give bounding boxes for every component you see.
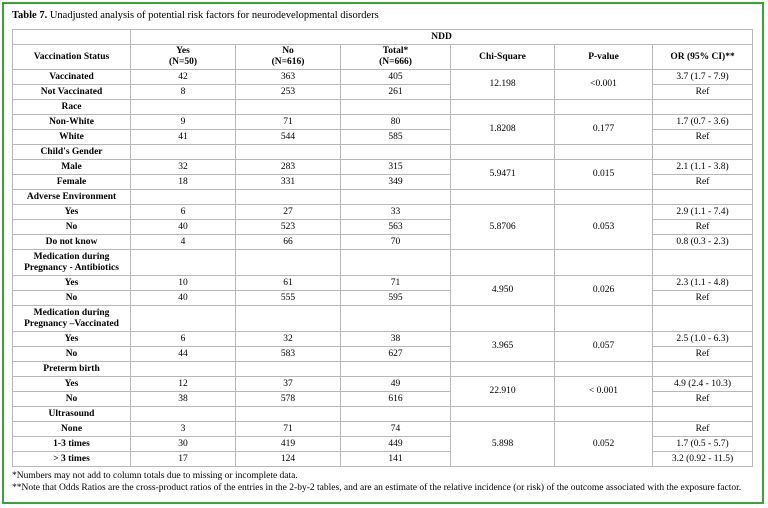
row-label: Do not know [13, 235, 131, 250]
cell-yes: 32 [131, 160, 236, 175]
row-label: Male [13, 160, 131, 175]
cell-p-value: 0.052 [555, 422, 653, 467]
cell-p-value: 0.177 [555, 115, 653, 145]
risk-factor-table [12, 29, 753, 467]
cell-odds-ratio: Ref [653, 422, 753, 437]
cell-total: 315 [341, 160, 451, 175]
section-row [13, 407, 753, 422]
cell-odds-ratio: 1.7 (0.7 - 3.6) [653, 115, 753, 130]
cell-odds-ratio: 4.9 (2.4 - 10.3) [653, 377, 753, 392]
section-label: Race [13, 100, 131, 115]
caption-label: Table 7. [12, 10, 48, 21]
cell-yes: 17 [131, 452, 236, 467]
cell-no: 544 [236, 130, 341, 145]
cell-yes: 42 [131, 70, 236, 85]
cell-odds-ratio: 2.9 (1.1 - 7.4) [653, 205, 753, 220]
cell-chi-square: 12.198 [451, 70, 555, 100]
cell-no: 37 [236, 377, 341, 392]
cell-no: 71 [236, 422, 341, 437]
cell-odds-ratio: Ref [653, 130, 753, 145]
cell-total: 141 [341, 452, 451, 467]
row-label: Female [13, 175, 131, 190]
cell-no: 555 [236, 291, 341, 306]
col-chi-square: Chi-Square [451, 45, 555, 70]
section-row [13, 250, 753, 276]
table-row [13, 377, 753, 392]
cell-total: 627 [341, 347, 451, 362]
cell-p-value: 0.053 [555, 205, 653, 250]
cell-total: 49 [341, 377, 451, 392]
row-label: Yes [13, 205, 131, 220]
row-label: None [13, 422, 131, 437]
section-label: Child's Gender [13, 145, 131, 160]
cell-total: 38 [341, 332, 451, 347]
cell-p-value: <0.001 [555, 70, 653, 100]
cell-odds-ratio: 2.3 (1.1 - 4.8) [653, 276, 753, 291]
cell-total: 33 [341, 205, 451, 220]
cell-yes: 6 [131, 205, 236, 220]
cell-no: 583 [236, 347, 341, 362]
cell-yes: 8 [131, 85, 236, 100]
ndd-header: NDD [131, 30, 753, 45]
row-label: Not Vaccinated [13, 85, 131, 100]
cell-chi-square: 5.9471 [451, 160, 555, 190]
section-row [13, 100, 753, 115]
section-row [13, 306, 753, 332]
col-total: Total* (N=666) [341, 45, 451, 70]
section-label: Medication during Pregnancy –Vaccinated [13, 306, 131, 332]
cell-yes: 40 [131, 220, 236, 235]
table-row [13, 205, 753, 220]
section-label: Ultrasound [13, 407, 131, 422]
row-label: No [13, 220, 131, 235]
cell-chi-square: 4.950 [451, 276, 555, 306]
cell-no: 578 [236, 392, 341, 407]
cell-odds-ratio: 3.7 (1.7 - 7.9) [653, 70, 753, 85]
cell-total: 585 [341, 130, 451, 145]
cell-total: 616 [341, 392, 451, 407]
cell-odds-ratio: Ref [653, 347, 753, 362]
table-notes [12, 471, 752, 494]
cell-odds-ratio: Ref [653, 85, 753, 100]
note-totals: *Numbers may not add to column totals due to missing or incomplete data. [12, 471, 298, 481]
cell-yes: 18 [131, 175, 236, 190]
section-row [13, 145, 753, 160]
cell-no: 253 [236, 85, 341, 100]
cell-p-value: 0.026 [555, 276, 653, 306]
cell-total: 80 [341, 115, 451, 130]
row-label: Yes [13, 377, 131, 392]
cell-yes: 6 [131, 332, 236, 347]
cell-no: 71 [236, 115, 341, 130]
cell-p-value: 0.015 [555, 160, 653, 190]
cell-total: 70 [341, 235, 451, 250]
cell-yes: 10 [131, 276, 236, 291]
table-row [13, 276, 753, 291]
cell-yes: 4 [131, 235, 236, 250]
cell-yes: 40 [131, 291, 236, 306]
cell-p-value: < 0.001 [555, 377, 653, 407]
section-row [13, 190, 753, 205]
cell-no: 331 [236, 175, 341, 190]
cell-yes: 30 [131, 437, 236, 452]
cell-yes: 44 [131, 347, 236, 362]
cell-odds-ratio: 1.7 (0.5 - 5.7) [653, 437, 753, 452]
cell-no: 61 [236, 276, 341, 291]
cell-no: 283 [236, 160, 341, 175]
cell-yes: 38 [131, 392, 236, 407]
cell-total: 261 [341, 85, 451, 100]
cell-no: 66 [236, 235, 341, 250]
table-body [13, 70, 753, 467]
table-row [13, 332, 753, 347]
table-row [13, 160, 753, 175]
header-row-columns [13, 45, 753, 70]
section-label: Adverse Environment [13, 190, 131, 205]
cell-chi-square: 5.8706 [451, 205, 555, 250]
cell-total: 449 [341, 437, 451, 452]
cell-p-value: 0.057 [555, 332, 653, 362]
cell-odds-ratio: Ref [653, 291, 753, 306]
cell-odds-ratio: 0.8 (0.3 - 2.3) [653, 235, 753, 250]
section-row [13, 362, 753, 377]
col-vaccination-status: Vaccination Status [13, 45, 131, 70]
cell-chi-square: 1.8208 [451, 115, 555, 145]
table-row [13, 422, 753, 437]
cell-yes: 9 [131, 115, 236, 130]
cell-no: 32 [236, 332, 341, 347]
row-label: No [13, 291, 131, 306]
cell-chi-square: 5.898 [451, 422, 555, 467]
header-row-ndd [13, 30, 753, 45]
cell-chi-square: 3.965 [451, 332, 555, 362]
cell-total: 71 [341, 276, 451, 291]
cell-odds-ratio: Ref [653, 392, 753, 407]
table-caption [12, 10, 379, 21]
cell-total: 74 [341, 422, 451, 437]
cell-total: 563 [341, 220, 451, 235]
row-label: 1-3 times [13, 437, 131, 452]
col-no: No (N=616) [236, 45, 341, 70]
cell-yes: 3 [131, 422, 236, 437]
table-row [13, 115, 753, 130]
cell-no: 363 [236, 70, 341, 85]
row-label: Yes [13, 332, 131, 347]
row-label: No [13, 347, 131, 362]
cell-yes: 12 [131, 377, 236, 392]
row-label: Yes [13, 276, 131, 291]
cell-odds-ratio: 3.2 (0.92 - 11.5) [653, 452, 753, 467]
cell-total: 405 [341, 70, 451, 85]
col-p-value: P-value [555, 45, 653, 70]
row-label: > 3 times [13, 452, 131, 467]
col-yes: Yes (N=50) [131, 45, 236, 70]
cell-odds-ratio: 2.5 (1.0 - 6.3) [653, 332, 753, 347]
section-label: Preterm birth [13, 362, 131, 377]
cell-odds-ratio: Ref [653, 220, 753, 235]
cell-no: 27 [236, 205, 341, 220]
row-label: Non-White [13, 115, 131, 130]
cell-no: 419 [236, 437, 341, 452]
section-label: Medication during Pregnancy - Antibiotics [13, 250, 131, 276]
cell-no: 124 [236, 452, 341, 467]
table-row [13, 70, 753, 85]
row-label: Vaccinated [13, 70, 131, 85]
cell-odds-ratio: 2.1 (1.1 - 3.8) [653, 160, 753, 175]
cell-odds-ratio: Ref [653, 175, 753, 190]
cell-total: 595 [341, 291, 451, 306]
cell-chi-square: 22.910 [451, 377, 555, 407]
note-odds-ratio: **Note that Odds Ratios are the cross-product ratios of the entries in the 2-by-2 tables, and are an estimate of the relative incidence (or risk) of the outcome associated with the exposure factor. [12, 482, 742, 493]
row-label: No [13, 392, 131, 407]
cell-yes: 41 [131, 130, 236, 145]
col-odds-ratio: OR (95% CI)** [653, 45, 753, 70]
caption-text: Unadjusted analysis of potential risk factors for neurodevelopmental disorders [47, 10, 379, 21]
row-label: White [13, 130, 131, 145]
cell-no: 523 [236, 220, 341, 235]
cell-total: 349 [341, 175, 451, 190]
